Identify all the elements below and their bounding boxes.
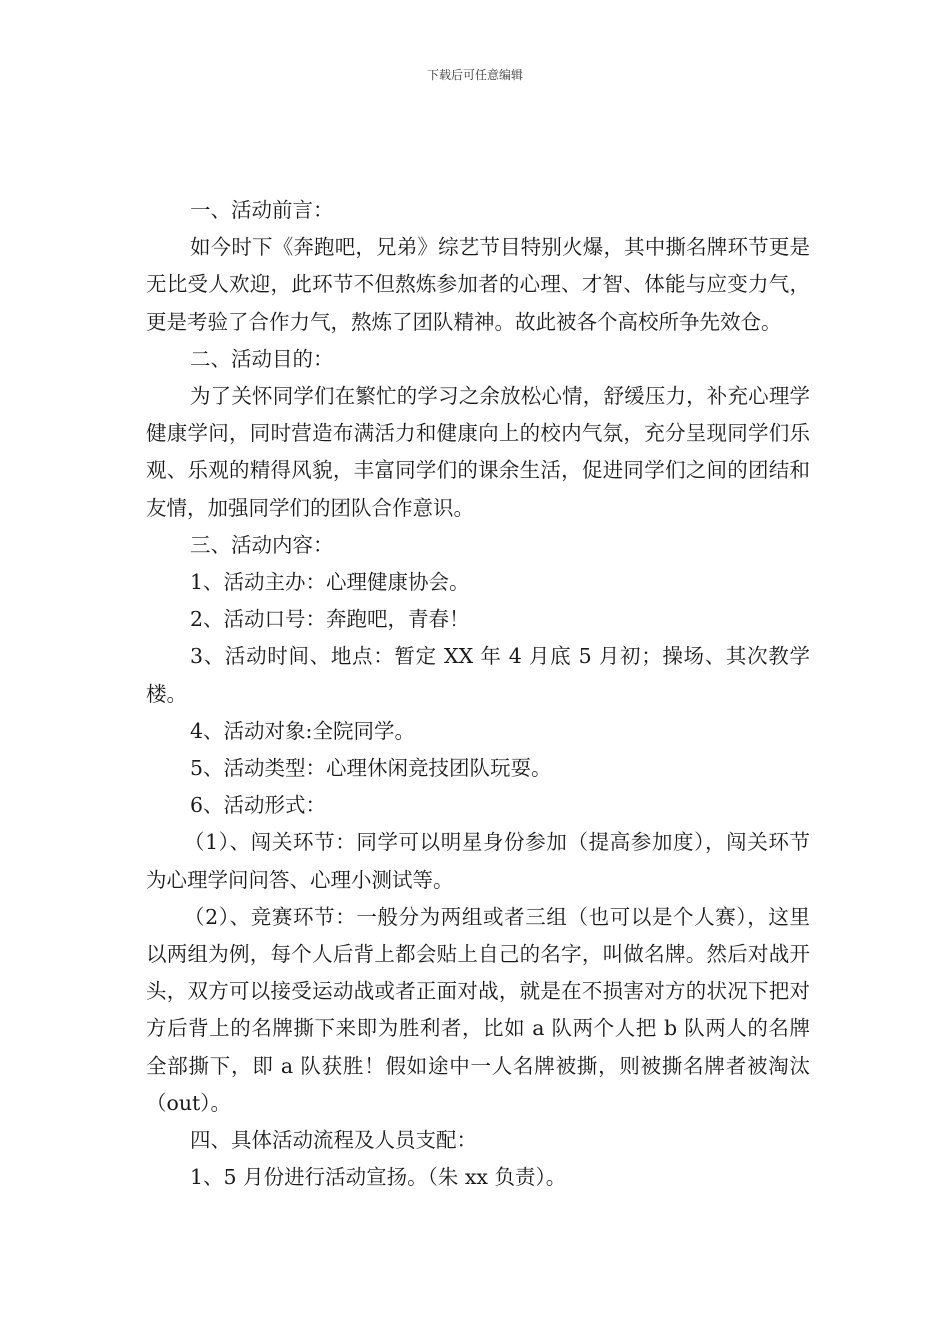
item-time-place: 3、活动时间、地点：暂定 XX 年 4 月底 5 月初；操场、其次教学楼。 bbox=[146, 644, 810, 706]
paragraph-foreword: 如今时下《奔跑吧，兄弟》综艺节目特别火爆，其中撕名牌环节更是无比受人欢迎，此环节不但熬炼参加者的心理、才智、体能与应变力气，更是考验了合作力气，熬炼了团队精神。故此被各个高校所争先效仓。 bbox=[146, 235, 810, 334]
heading-purpose: 二、活动目的： bbox=[190, 346, 334, 371]
heading-process: 四、具体活动流程及人员支配： bbox=[190, 1128, 477, 1153]
item-format: 6、活动形式： bbox=[190, 793, 327, 818]
page-header-note: 下载后可任意编辑 bbox=[426, 68, 523, 82]
subitem-competition: （2）、竞赛环节：一般分为两组或者三组（也可以是个人赛），这里以两组为例，每个人后背上都会贴上自己的名字，叫做名牌。然后对战开头，双方可以接受运动战或者正面对战，就是在不损害对方的状况下把对方后背上的名牌撕下来即为胜利者，比如 a 队两个人把 b 队两人的名牌全部撕下，即 a 队获胜！假如途中一人名牌被撕，则被撕名牌者被淘汰（out）。 bbox=[146, 904, 810, 1115]
item-slogan: 2、活动口号：奔跑吧，青春！ bbox=[190, 607, 470, 632]
subitem-checkpoint: （1）、闯关环节：同学可以明星身份参加（提高参加度），闯关环节为心理学问问答、心理小测试等。 bbox=[146, 830, 810, 892]
document-body bbox=[146, 192, 810, 1196]
item-promotion: 1、5 月份进行活动宣扬。（朱 xx 负责）。 bbox=[190, 1165, 567, 1190]
heading-content: 三、活动内容： bbox=[190, 532, 334, 557]
heading-foreword: 一、活动前言： bbox=[190, 198, 334, 222]
item-type: 5、活动类型：心理休闲竞技团队玩耍。 bbox=[190, 756, 552, 781]
paragraph-purpose: 为了关怀同学们在繁忙的学习之余放松心情，舒缓压力，补充心理学健康学问，同时营造布满活力和健康向上的校内气氛，充分呈现同学们乐观、乐观的精得风貌，丰富同学们的课余生活，促进同学们之间的团结和友情，加强同学们的团队合作意识。 bbox=[146, 384, 810, 520]
item-audience: 4、活动对象:全院同学。 bbox=[190, 718, 415, 743]
item-organizer: 1、活动主办：心理健康协会。 bbox=[190, 570, 470, 595]
